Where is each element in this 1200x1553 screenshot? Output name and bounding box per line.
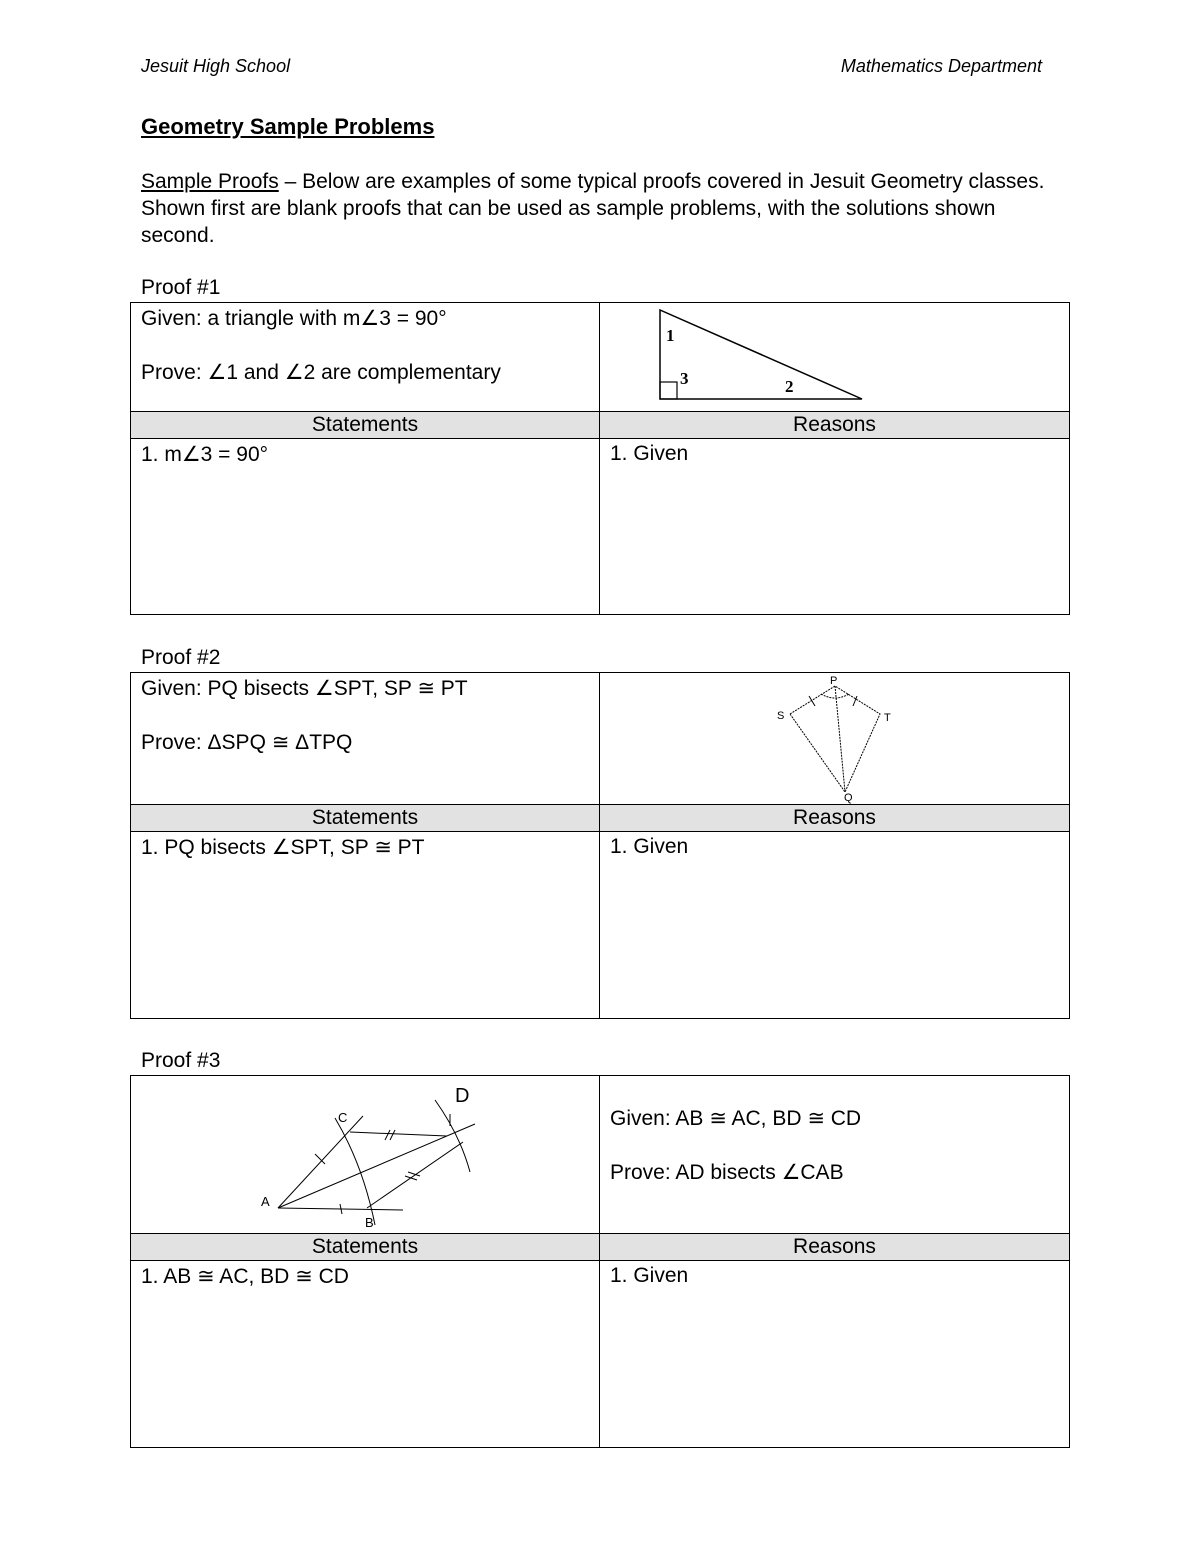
proof-3-reason-1: 1. Given — [600, 1261, 1070, 1448]
school-name: Jesuit High School — [141, 56, 291, 76]
proof-2-given-prove — [131, 673, 600, 805]
segment-ac — [278, 1116, 363, 1208]
proof-1-prove: Prove: ∠1 and ∠2 are complementary — [141, 361, 501, 384]
proof-1-statement-1: 1. m∠3 = 90° — [131, 439, 600, 615]
proof-1-label: Proof #1 — [141, 276, 221, 299]
intro-text: – Below are examples of some typical proofs covered in Jesuit Geometry classes. Shown first are blank proofs that can be used as sample problems, with the solutions shown second. — [141, 170, 1045, 247]
point-b-label: B — [365, 1214, 374, 1230]
proof-3-statements-header: Statements — [131, 1234, 600, 1261]
construction-diagram — [135, 1080, 595, 1230]
proof-2-reason-1: 1. Given — [600, 832, 1070, 1019]
point-c-label: C — [338, 1109, 348, 1125]
proof-2-given: Given: PQ bisects ∠SPT, SP ≅ PT — [141, 677, 468, 700]
proof-1-figure — [600, 303, 1070, 412]
point-d-label: D — [455, 1084, 470, 1107]
proof-2-label: Proof #2 — [141, 646, 221, 669]
angle-2-label: 2 — [784, 376, 793, 396]
segment-bd — [367, 1142, 463, 1208]
intro-lead: Sample Proofs — [141, 170, 279, 193]
proof-1-reason-1: 1. Given — [600, 439, 1070, 615]
proof-2-figure — [600, 673, 1070, 805]
proof-3-given: Given: AB ≅ AC, BD ≅ CD — [610, 1107, 862, 1130]
proof-2-reasons-header: Reasons — [600, 805, 1070, 832]
proof-3-label: Proof #3 — [141, 1049, 221, 1072]
kite-outline — [790, 686, 880, 792]
segment-ad — [278, 1124, 475, 1208]
right-triangle-diagram — [605, 305, 1065, 410]
angle-3-label: 3 — [679, 368, 688, 388]
angle-arc — [821, 694, 849, 698]
proof-3-figure — [131, 1076, 600, 1234]
point-s-label: S — [776, 709, 784, 722]
segment-cd — [350, 1132, 447, 1136]
kite-diagram — [605, 674, 1065, 804]
proof-1-statements-header: Statements — [131, 412, 600, 439]
proof-3-reasons-header: Reasons — [600, 1234, 1070, 1261]
tick-mark-pt — [853, 696, 857, 706]
angle-1-label: 1 — [665, 325, 674, 345]
proof-2-statement-1: 1. PQ bisects ∠SPT, SP ≅ PT — [131, 832, 600, 1019]
proof-3-prove: Prove: AD bisects ∠CAB — [610, 1161, 844, 1184]
proof-2-statements-header: Statements — [131, 805, 600, 832]
point-q-label: Q — [843, 791, 853, 804]
double-tick-bd-1 — [405, 1176, 417, 1180]
right-angle-marker — [660, 382, 677, 399]
proof-1-given-prove — [131, 303, 600, 412]
point-p-label: P — [829, 674, 837, 687]
proof-1-table — [130, 302, 1070, 615]
proof-3-given-prove — [600, 1076, 1070, 1234]
department-name: Mathematics Department — [840, 56, 1042, 76]
proof-2-prove: Prove: ΔSPQ ≅ ΔTPQ — [141, 731, 353, 754]
intro-paragraph — [141, 168, 1061, 249]
proof-2-table — [130, 672, 1070, 1019]
bisector-line — [835, 686, 845, 792]
triangle-shape — [660, 310, 862, 399]
proof-3-statement-1: 1. AB ≅ AC, BD ≅ CD — [131, 1261, 600, 1448]
proof-3-table — [130, 1075, 1070, 1448]
proof-1-given: Given: a triangle with m∠3 = 90° — [141, 307, 447, 330]
double-tick-cd-1 — [385, 1130, 390, 1140]
double-tick-cd-2 — [390, 1130, 395, 1140]
point-a-label: A — [261, 1193, 270, 1209]
tick-mark-sp — [809, 696, 815, 706]
point-t-label: T — [883, 711, 891, 724]
page-title: Geometry Sample Problems — [141, 114, 435, 139]
proof-1-reasons-header: Reasons — [600, 412, 1070, 439]
